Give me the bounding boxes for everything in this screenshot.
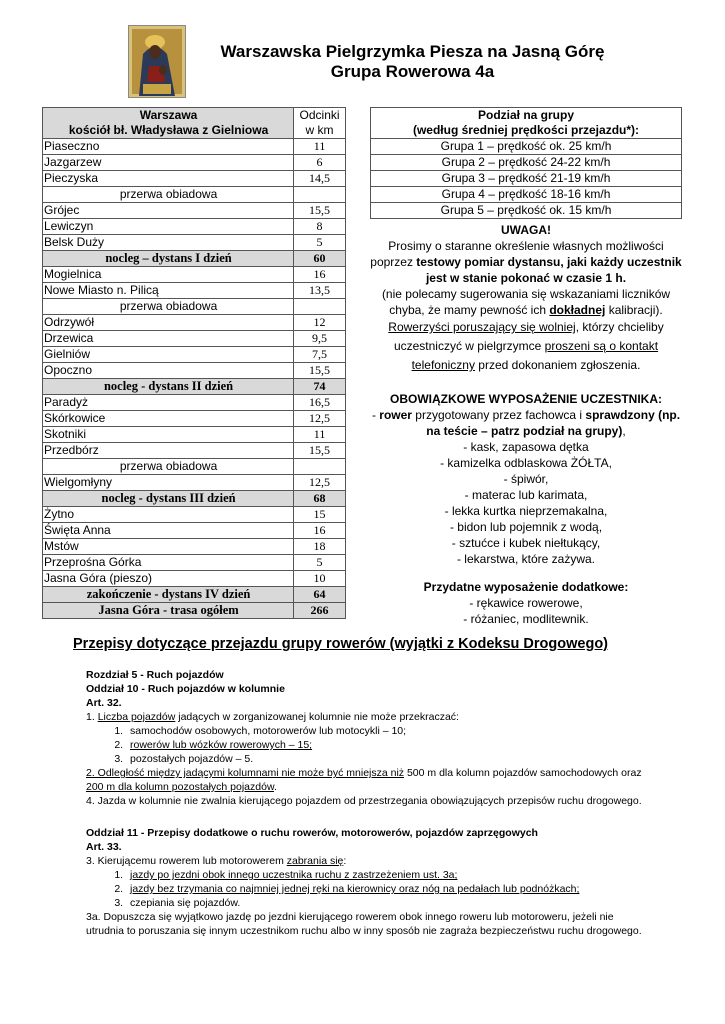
group-row [371, 155, 682, 171]
route-stop-name: Przedbórz [43, 443, 294, 459]
rules-list-item [126, 724, 646, 738]
route-row [43, 155, 346, 171]
route-stop-name: nocleg - dystans III dzień [43, 491, 294, 507]
route-km-value [294, 459, 346, 475]
equipment-item: - materac lub karimata, [464, 488, 588, 502]
equipment-item: - sztućce i kubek niełtukący, [451, 536, 601, 550]
route-km-value: 64 [294, 587, 346, 603]
rules-s1-paragraph-1 [86, 710, 646, 724]
equipment-first-end: , [622, 424, 626, 438]
groups-header-line-1: Podział na grupy [477, 108, 574, 122]
group-speed-cell: Grupa 1 – prędkość ok. 25 km/h [371, 139, 682, 155]
rules-s1-list [86, 724, 646, 766]
rules-s1-p1-text: jadących w zorganizowanej kolumnie nie może przekraczać: [175, 711, 459, 723]
route-km-value: 15,5 [294, 443, 346, 459]
rules-s2-list [86, 868, 646, 910]
group-speed-cell: Grupa 3 – prędkość 21-19 km/h [371, 171, 682, 187]
equipment-item: - bidon lub pojemnik z wodą, [449, 520, 603, 534]
equipment-heading: OBOWIĄZKOWE WYPOSAŻENIE UCZESTNIKA: [390, 392, 662, 406]
notice-p1-text: Prosimy o staranne określenie własnych możliwości poprzez [370, 239, 664, 269]
notice-p2-bold: dokładnej [549, 303, 606, 317]
route-stop-name: nocleg - dystans II dzień [43, 379, 294, 395]
rules-s1-p2-underlined-2: 200 m dla kolumn pozostałych pojazdów [86, 781, 274, 793]
equipment-item: - kamizelka odblaskowa ŻÓŁTA, [440, 456, 612, 470]
rules-s1-p2-end: . [273, 781, 277, 793]
route-km-value: 15,5 [294, 203, 346, 219]
route-km-value: 15,5 [294, 363, 346, 379]
route-stop-name: zakończenie - dystans IV dzień [43, 587, 294, 603]
route-km-value: 12,5 [294, 411, 346, 427]
route-row [43, 251, 346, 267]
route-km-value: 5 [294, 555, 346, 571]
route-row [43, 299, 346, 315]
page-title [150, 42, 675, 82]
route-stop-name: Jazgarzew [43, 155, 294, 171]
notice-p2-text-end: kalibracji). [605, 303, 663, 317]
route-row [43, 459, 346, 475]
route-row [43, 555, 346, 571]
route-km-value: 14,5 [294, 171, 346, 187]
route-row [43, 475, 346, 491]
route-stop-name: Pieczyska [43, 171, 294, 187]
route-row [43, 187, 346, 203]
title-line-1: Warszawska Pielgrzymka Piesza na Jasną Górę [220, 42, 605, 61]
extra-equipment-heading: Przydatne wyposażenie dodatkowe: [423, 580, 629, 594]
rules-s1-p2-underlined: 2. Odległość między jadącymi kolumnami nie może być mniejsza niż [86, 767, 405, 779]
route-km-value: 9,5 [294, 331, 346, 347]
equipment-item: - lekka kurtka nieprzemakalna, [444, 504, 608, 518]
rules-list-item [126, 882, 646, 896]
route-km-value: 266 [294, 603, 346, 619]
route-stop-name: Odrzywół [43, 315, 294, 331]
route-header-line-1: Warszawa [139, 108, 198, 122]
route-stop-name: Skotniki [43, 427, 294, 443]
notice-p3-underlined: Rowerzyści poruszający się wolniej [388, 320, 576, 334]
rules-list-item [126, 738, 646, 752]
rules-s2-p1-underlined: zabrania się [286, 855, 344, 867]
route-km-value: 68 [294, 491, 346, 507]
route-row [43, 523, 346, 539]
rules-title: Przepisy dotyczące przejazdu grupy rowerów (wyjątki z Kodeksu Drogowego) [73, 636, 608, 652]
route-stop-name: przerwa obiadowa [43, 187, 294, 203]
route-stop-name: Mstów [43, 539, 294, 555]
equipment-item: - śpiwór, [503, 472, 549, 486]
route-row [43, 331, 346, 347]
rules-s2-p1-end: : [343, 855, 347, 867]
equipment-dash: - [371, 408, 380, 422]
notice-paragraph-2 [368, 286, 684, 318]
notice-p1-bold: testowy pomiar dystansu, jaki każdy uczestnik jest w stanie pokonać w czasie 1 h. [416, 255, 682, 285]
groups-table [370, 107, 682, 219]
equipment-block [368, 391, 684, 627]
route-stop-name: Przeprośna Górka [43, 555, 294, 571]
rules-list-item-text: rowerów lub wózków rowerowych – 15; [130, 739, 313, 751]
rules-list-item-text: pozostałych pojazdów – 5. [130, 753, 254, 765]
route-row [43, 571, 346, 587]
route-row [43, 171, 346, 187]
route-stop-name: Wielgomłyny [43, 475, 294, 491]
route-km-value [294, 187, 346, 203]
title-line-2: Grupa Rowerowa 4a [330, 62, 495, 81]
route-row [43, 539, 346, 555]
route-km-value: 18 [294, 539, 346, 555]
route-stop-name: Paradyż [43, 395, 294, 411]
route-stop-name: Skórkowice [43, 411, 294, 427]
route-km-value: 12,5 [294, 475, 346, 491]
route-km-value: 12 [294, 315, 346, 331]
route-km-value: 5 [294, 235, 346, 251]
route-km-value: 8 [294, 219, 346, 235]
notice-block [368, 222, 684, 375]
extra-equipment-list [368, 595, 684, 627]
equipment-rower: rower [379, 408, 412, 422]
rules-s2-paragraph-1 [86, 854, 646, 868]
route-stop-name: Żytno [43, 507, 294, 523]
rules-list-item [126, 868, 646, 882]
km-header-line-2: w km [305, 123, 334, 137]
route-row [43, 363, 346, 379]
notice-p2-text: (nie polecamy sugerowania się wskazaniami liczników chyba, że mamy pewność ich [381, 287, 671, 317]
rules-s1-p1-num: 1. [86, 711, 98, 723]
equipment-first-item [368, 407, 684, 439]
route-row [43, 427, 346, 443]
rules-list-item-text: samochodów osobowych, motorowerów lub motocykli – 10; [130, 725, 407, 737]
notice-p3-underlined-2: proszeni są o kontakt telefoniczny [411, 339, 659, 372]
route-row [43, 267, 346, 283]
route-stop-name: Nowe Miasto n. Pilicą [43, 283, 294, 299]
route-row [43, 347, 346, 363]
rules-list-item-text: czepiania się pojazdów. [130, 897, 241, 909]
equipment-item: - kask, zapasowa dętka [463, 440, 589, 454]
notice-paragraph-1 [368, 238, 684, 286]
route-row [43, 491, 346, 507]
route-row [43, 235, 346, 251]
route-km-value [294, 299, 346, 315]
route-row [43, 219, 346, 235]
route-header-line-2: kościół bł. Władysława z Gielniowa [68, 123, 269, 137]
rules-section-1 [86, 668, 646, 808]
route-row [43, 395, 346, 411]
route-km-value: 13,5 [294, 283, 346, 299]
route-row [43, 507, 346, 523]
route-row [43, 587, 346, 603]
equipment-first-bold: sprawdzony (np. na teście – patrz podział na grupy) [426, 408, 681, 438]
group-row [371, 139, 682, 155]
km-header-line-1: Odcinki [299, 108, 340, 122]
route-stop-name: Gielniów [43, 347, 294, 363]
route-km-value: 16,5 [294, 395, 346, 411]
route-row [43, 411, 346, 427]
rules-list-item-text: jazdy bez trzymania co najmniej jednej ręki na kierownicy oraz nóg na pedałach lub podnóżkach; [130, 883, 580, 895]
equipment-list [368, 439, 684, 567]
route-row [43, 443, 346, 459]
rules-s1-paragraph-2 [86, 766, 646, 794]
route-km-value: 10 [294, 571, 346, 587]
route-stop-name: przerwa obiadowa [43, 459, 294, 475]
rules-list-item [126, 752, 646, 766]
extra-equipment-item: - rękawice rowerowe, [469, 596, 583, 610]
route-km-value: 11 [294, 139, 346, 155]
rules-s1-heading-1: Rozdział 5 - Ruch pojazdów [86, 669, 224, 681]
route-stop-name: Drzewica [43, 331, 294, 347]
rules-list-item-text: jazdy po jezdni obok innego uczestnika ruchu z zastrzeżeniem ust. 3a; [130, 869, 458, 881]
route-km-value: 15 [294, 507, 346, 523]
rules-list-item [126, 896, 646, 910]
group-speed-cell: Grupa 2 – prędkość 24-22 km/h [371, 155, 682, 171]
route-stop-name: Piaseczno [43, 139, 294, 155]
rules-s1-p2-text: 500 m dla kolumn pojazdów samochodowych oraz [404, 767, 642, 779]
route-stop-name: przerwa obiadowa [43, 299, 294, 315]
notice-heading: UWAGA! [501, 223, 551, 237]
rules-s1-heading-2: Oddział 10 - Ruch pojazdów w kolumnie [86, 683, 285, 695]
route-stop-name: Lewiczyn [43, 219, 294, 235]
route-stop-name: Jasna Góra - trasa ogółem [43, 603, 294, 619]
rules-section-2 [86, 826, 646, 938]
route-km-value: 74 [294, 379, 346, 395]
group-row [371, 187, 682, 203]
km-header-cell [294, 108, 346, 139]
rules-s2-p1-text: 3. Kierującemu rowerem lub motorowerem [86, 855, 287, 867]
notice-p3-text-end: przed dokonaniem zgłoszenia. [474, 358, 641, 372]
group-row [371, 203, 682, 219]
equipment-item: - lekarstwa, które zażywa. [456, 552, 596, 566]
notice-p3-text: , którzy chcieliby uczestniczyć w pielgrzymce [393, 320, 664, 353]
route-table [42, 107, 346, 619]
rules-s1-article: Art. 32. [86, 697, 122, 709]
route-stop-name: Belsk Duży [43, 235, 294, 251]
extra-equipment-item: - różaniec, modlitewnik. [463, 612, 589, 626]
groups-table-header [371, 108, 682, 139]
route-km-value: 6 [294, 155, 346, 171]
route-km-value: 60 [294, 251, 346, 267]
route-row [43, 139, 346, 155]
route-header-cell [43, 108, 294, 139]
route-stop-name: Grójec [43, 203, 294, 219]
route-stop-name: Święta Anna [43, 523, 294, 539]
route-stop-name: nocleg – dystans I dzień [43, 251, 294, 267]
notice-paragraph-3 [368, 318, 684, 375]
route-km-value: 11 [294, 427, 346, 443]
route-row [43, 379, 346, 395]
group-row [371, 171, 682, 187]
route-row [43, 315, 346, 331]
rules-s1-paragraph-3: 4. Jazda w kolumnie nie zwalnia kierującego pojazdem od przestrzegania obowiązujących przepisów ruchu drogowego. [86, 795, 642, 807]
route-km-value: 16 [294, 523, 346, 539]
route-km-value: 16 [294, 267, 346, 283]
route-row [43, 283, 346, 299]
route-stop-name: Mogielnica [43, 267, 294, 283]
equipment-first-text: przygotowany przez fachowca i [411, 408, 586, 422]
route-stop-name: Jasna Góra (pieszo) [43, 571, 294, 587]
groups-header-cell [371, 108, 682, 139]
rules-s2-paragraph-2: 3a. Dopuszcza się wyjątkowo jazdę po jezdni kierującego rowerem obok innego roweru lub motoroweru, jeżeli nie utrudnia to poruszania się innym uczestnikom ruchu albo w inny sposób nie zagraża bezpieczeństwu ruchu drogowego. [86, 911, 642, 937]
rules-s2-article: Art. 33. [86, 841, 122, 853]
rules-s2-heading: Oddział 11 - Przepisy dodatkowe o ruchu rowerów, motorowerów, pojazdów zaprzęgowych [86, 827, 538, 839]
route-stop-name: Opoczno [43, 363, 294, 379]
groups-header-line-2: (według średniej prędkości przejazdu*): [412, 123, 640, 137]
route-row [43, 603, 346, 619]
route-row [43, 203, 346, 219]
rules-s1-p1-underlined: Liczba pojazdów [97, 711, 176, 723]
group-speed-cell: Grupa 4 – prędkość 18-16 km/h [371, 187, 682, 203]
group-speed-cell: Grupa 5 – prędkość ok. 15 km/h [371, 203, 682, 219]
route-km-value: 7,5 [294, 347, 346, 363]
route-table-header [43, 108, 346, 139]
